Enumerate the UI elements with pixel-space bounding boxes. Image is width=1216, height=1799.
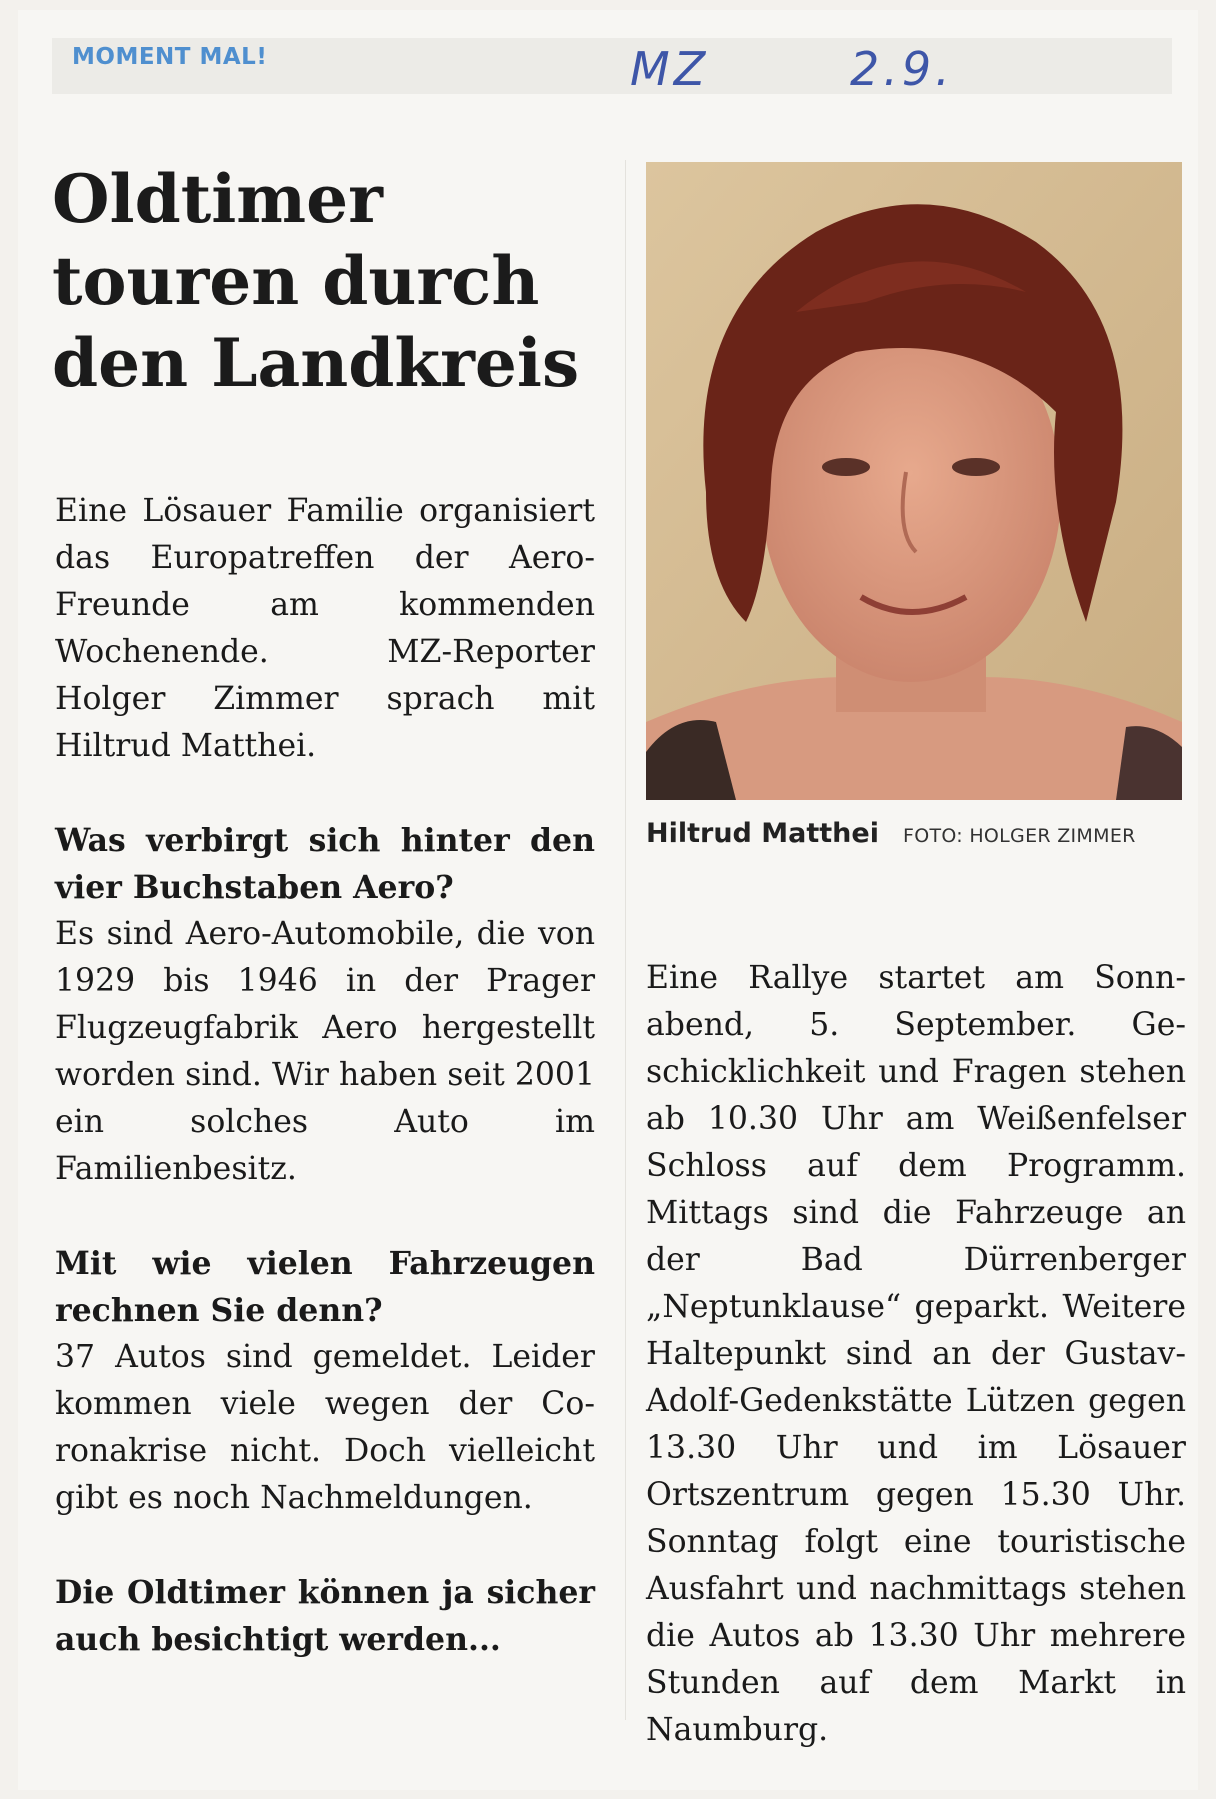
answer-1: Es sind Aero-Automobile, die von 1929 bis 1946 in der Prager Flugzeugfabrik Aero hergestellt worden sind. Wir haben seit 2001 ein solches Auto im Familienbesitz. [55,916,595,1187]
right-column [646,955,1186,1754]
photo-credit: FOTO: HOLGER ZIMMER [902,825,1136,847]
question-3: Die Oldtimer können ja sicher auch besichtigt werden... [55,1574,595,1658]
intro-paragraph: Eine Lösauer Familie organisiert das Europatreffen der Aero-Freunde am kommenden Wochenende. MZ-Reporter Holger Zimmer sprach mit Hiltrud Matthei. [55,493,595,764]
column-divider [625,160,626,1720]
question-1: Was verbirgt sich hinter den vier Buchstaben Aero? [55,822,595,906]
photo-caption [646,818,1186,849]
handwritten-source: MZ [630,42,710,96]
answer-3: Eine Rallye startet am Sonnabend, 5. September. Geschicklichkeit und Fragen stehen ab 10.30 Uhr am Weißenfelser Schloss auf dem Programm. Mittags sind die Fahrzeuge an der Bad Dürrenberger „Neptunklause“ geparkt. Weitere Haltepunkt sind an der Gustav-Adolf-Gedenkstätte Lützen gegen 13.30 Uhr und im Lösauer Ortszentrum gegen 15.30 Uhr. Sonntag folgt eine touristische Ausfahrt und nachmittags stehen die Autos ab 13.30 Uhr mehrere Stunden auf dem Markt in Naumburg. [646,960,1186,1748]
caption-name: Hiltrud Matthei [646,818,879,849]
headline: Oldtimer touren durch den Landkreis [52,160,580,402]
handwritten-date: 2.9. [850,42,954,96]
section-kicker: MOMENT MAL! [72,44,268,70]
question-2: Mit wie vielen Fahrzeugen rechnen Sie denn? [55,1245,595,1329]
answer-2: 37 Autos sind gemeldet. Leider kommen viele wegen der Coronakrise nicht. Doch vielleicht gibt es noch Nachmeldungen. [55,1339,595,1516]
left-column [55,488,595,1663]
portrait-photo [646,162,1182,800]
